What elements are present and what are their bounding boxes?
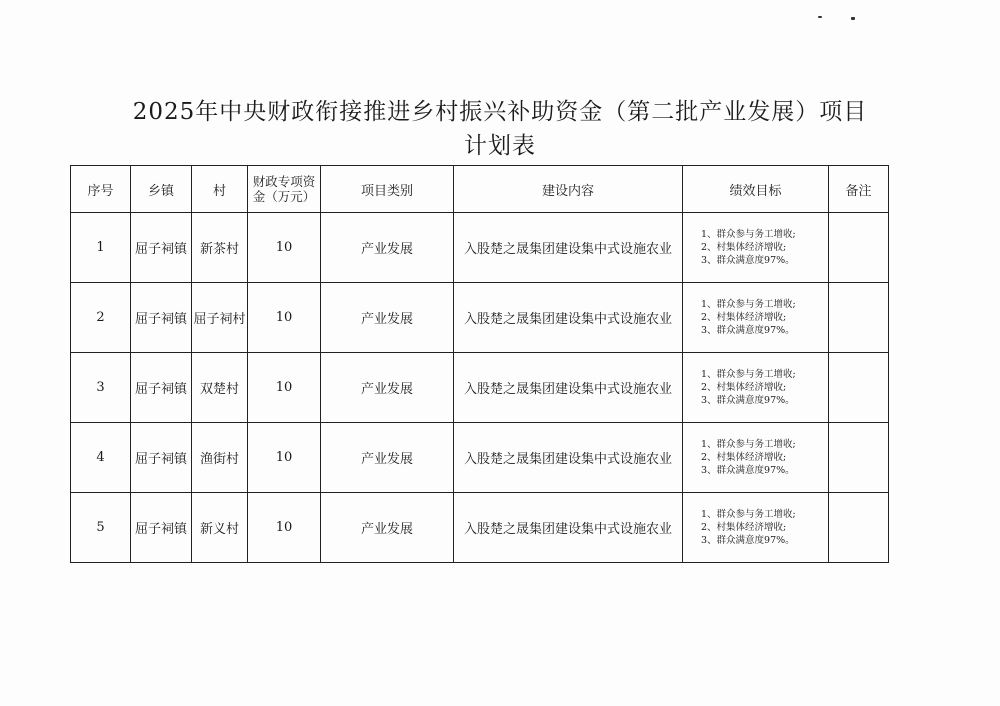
row-category: 产业发展	[321, 423, 454, 493]
header-township: 乡镇	[131, 166, 192, 213]
row-remarks	[829, 493, 889, 563]
row-category: 产业发展	[321, 353, 454, 423]
row-township: 屈子祠镇	[131, 493, 192, 563]
row-fund: 10	[248, 353, 321, 423]
header-remarks: 备注	[829, 166, 889, 213]
row-fund: 10	[248, 283, 321, 353]
header-row	[71, 166, 889, 213]
row-content: 入股楚之晟集团建设集中式设施农业	[454, 213, 683, 283]
header-fund-label: 财政专项资金（万元）	[252, 174, 316, 204]
row-content: 入股楚之晟集团建设集中式设施农业	[454, 283, 683, 353]
row-remarks	[829, 213, 889, 283]
row-goals	[683, 353, 829, 423]
row-remarks	[829, 423, 889, 493]
header-index: 序号	[71, 166, 131, 213]
table-row	[71, 283, 889, 353]
row-index: 5	[71, 493, 131, 563]
row-category: 产业发展	[321, 493, 454, 563]
header-goals: 绩效目标	[683, 166, 829, 213]
row-remarks	[829, 283, 889, 353]
scan-mark	[818, 16, 822, 18]
goal-line: 2、村集体经济增收;	[701, 242, 787, 253]
row-index: 2	[71, 283, 131, 353]
goal-line: 3、群众满意度97%。	[701, 255, 795, 266]
document-title: 2025年中央财政衔接推进乡村振兴补助资金（第二批产业发展）项目	[132, 99, 868, 125]
row-goals	[683, 283, 829, 353]
row-index: 3	[71, 353, 131, 423]
row-township: 屈子祠镇	[131, 423, 192, 493]
row-village: 新义村	[192, 493, 248, 563]
goal-line: 2、村集体经济增收;	[701, 452, 787, 463]
goal-line: 3、群众满意度97%。	[701, 395, 795, 406]
row-category: 产业发展	[321, 213, 454, 283]
row-content: 入股楚之晟集团建设集中式设施农业	[454, 353, 683, 423]
table-row	[71, 493, 889, 563]
goal-line: 1、群众参与务工增收;	[701, 369, 796, 380]
header-content: 建设内容	[454, 166, 683, 213]
row-category: 产业发展	[321, 283, 454, 353]
row-township: 屈子祠镇	[131, 213, 192, 283]
row-content: 入股楚之晟集团建设集中式设施农业	[454, 423, 683, 493]
table-row	[71, 423, 889, 493]
table-row	[71, 353, 889, 423]
row-fund: 10	[248, 213, 321, 283]
row-village: 渔街村	[192, 423, 248, 493]
row-village: 双楚村	[192, 353, 248, 423]
row-township: 屈子祠镇	[131, 353, 192, 423]
row-fund: 10	[248, 423, 321, 493]
row-index: 1	[71, 213, 131, 283]
row-fund: 10	[248, 493, 321, 563]
goal-line: 3、群众满意度97%。	[701, 325, 795, 336]
row-township: 屈子祠镇	[131, 283, 192, 353]
row-goals	[683, 423, 829, 493]
row-village: 新茶村	[192, 213, 248, 283]
goal-line: 1、群众参与务工增收;	[701, 229, 796, 240]
document-title-continued: 计划表	[464, 133, 536, 159]
table-row	[71, 213, 889, 283]
row-content: 入股楚之晟集团建设集中式设施农业	[454, 493, 683, 563]
goal-line: 1、群众参与务工增收;	[701, 509, 796, 520]
project-plan-table	[70, 165, 889, 563]
row-goals	[683, 213, 829, 283]
row-index: 4	[71, 423, 131, 493]
goal-line: 3、群众满意度97%。	[701, 535, 795, 546]
row-village: 屈子祠村	[192, 283, 248, 353]
header-fund	[248, 166, 321, 213]
goal-line: 2、村集体经济增收;	[701, 522, 787, 533]
header-village: 村	[192, 166, 248, 213]
goal-line: 1、群众参与务工增收;	[701, 299, 796, 310]
row-remarks	[829, 353, 889, 423]
goal-line: 2、村集体经济增收;	[701, 312, 787, 323]
goal-line: 3、群众满意度97%。	[701, 465, 795, 476]
scan-mark	[851, 17, 855, 20]
goal-line: 1、群众参与务工增收;	[701, 439, 796, 450]
row-goals	[683, 493, 829, 563]
header-category: 项目类别	[321, 166, 454, 213]
goal-line: 2、村集体经济增收;	[701, 382, 787, 393]
